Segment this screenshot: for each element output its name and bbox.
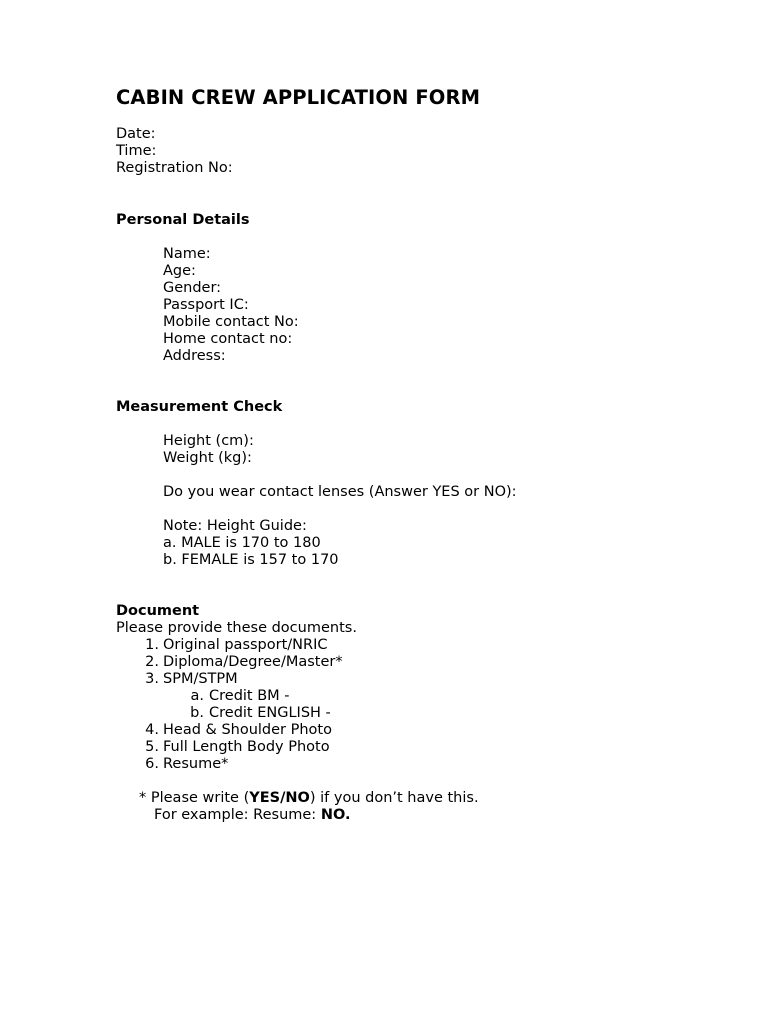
header-fields	[116, 126, 233, 177]
list-item	[116, 722, 357, 739]
personal-details-heading: Personal Details	[116, 212, 250, 228]
time-label: Time:	[116, 143, 157, 159]
height-guide-female: b. FEMALE is 157 to 170	[163, 552, 339, 568]
height-guide	[116, 518, 339, 569]
measurement-heading: Measurement Check	[116, 399, 283, 415]
list-number: 5.	[145, 739, 159, 755]
list-number: 4.	[145, 722, 159, 738]
height-guide-male: a. MALE is 170 to 180	[163, 535, 321, 551]
address-label: Address:	[163, 348, 226, 364]
mobile-label: Mobile contact No:	[163, 314, 299, 330]
list-item	[116, 756, 357, 773]
weight-label: Weight (kg):	[163, 450, 252, 466]
list-text: Original passport/NRIC	[163, 637, 328, 653]
sub-list-text: Credit BM -	[209, 688, 290, 704]
measurement-section	[116, 399, 282, 416]
example-prefix: For example: Resume:	[154, 807, 321, 823]
registration-label: Registration No:	[116, 160, 233, 176]
height-guide-title: Note: Height Guide:	[163, 518, 307, 534]
sub-list-letter: a.	[190, 688, 204, 704]
measurement-fields	[116, 433, 254, 467]
list-text: SPM/STPM	[163, 671, 238, 687]
list-number: 3.	[145, 671, 159, 687]
sub-list-letter: b.	[190, 705, 204, 721]
list-item	[116, 671, 357, 688]
list-number: 6.	[145, 756, 159, 772]
list-item	[116, 654, 357, 671]
personal-details-section	[116, 212, 250, 229]
list-text: Head & Shoulder Photo	[163, 722, 332, 738]
footnote-slash: /	[280, 790, 286, 806]
name-label: Name:	[163, 246, 211, 262]
document-heading: Document	[116, 603, 200, 619]
sub-list-text: Credit ENGLISH -	[209, 705, 331, 721]
list-text: Resume*	[163, 756, 229, 772]
height-label: Height (cm):	[163, 433, 254, 449]
footnote-prefix: * Please write (	[139, 790, 250, 806]
contact-lens-question	[116, 484, 517, 501]
form-title: CABIN CREW APPLICATION FORM	[116, 86, 481, 109]
list-item	[116, 739, 357, 756]
list-text: Full Length Body Photo	[163, 739, 330, 755]
list-number: 1.	[145, 637, 159, 653]
sub-list-item	[116, 688, 357, 705]
list-number: 2.	[145, 654, 159, 670]
footnote-no: NO	[285, 790, 310, 806]
footnote-suffix: ) if you don’t have this.	[309, 790, 479, 806]
footnote	[116, 790, 479, 824]
passport-label: Passport IC:	[163, 297, 249, 313]
document-section	[116, 603, 357, 773]
gender-label: Gender:	[163, 280, 222, 296]
home-contact-label: Home contact no:	[163, 331, 293, 347]
contact-lens-label: Do you wear contact lenses (Answer YES or NO):	[163, 484, 517, 500]
list-item	[116, 637, 357, 654]
example-answer: NO.	[320, 807, 351, 823]
list-text: Diploma/Degree/Master*	[163, 654, 343, 670]
sub-list-item	[116, 705, 357, 722]
personal-fields	[116, 246, 299, 365]
footnote-example	[116, 807, 479, 824]
footnote-line	[116, 790, 479, 807]
document-intro: Please provide these documents.	[116, 620, 357, 636]
age-label: Age:	[163, 263, 196, 279]
footnote-yes: YES	[249, 790, 281, 806]
date-label: Date:	[116, 126, 156, 142]
